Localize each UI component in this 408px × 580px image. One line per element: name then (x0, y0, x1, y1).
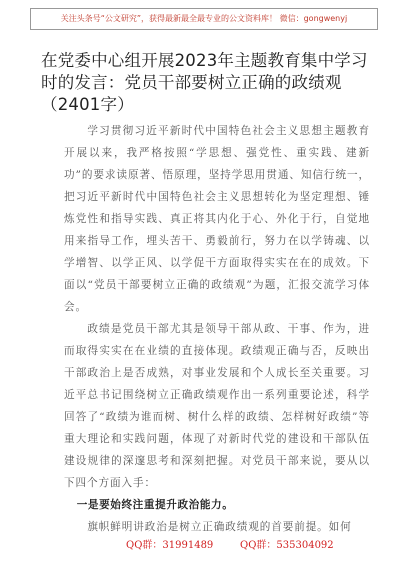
footer (0, 538, 408, 554)
body-paragraph: 旗帜鲜明讲政治是树立正确政绩观的首要前提。如何 (87, 521, 352, 533)
body-paragraph: 学习贯彻习近平新时代中国特色社会主义思想主题教育开展以来，我严格按照“学思想、强党性、重实践、建新功”的要求读原著、悟原理，坚持学思用贯通、知信行统一，把习近平新时代中国特色社会主义思想转化为坚定理想、锤炼党性和指导实践、真正将其内化于心、外化于行，自觉地用来指导工作，埋头苦干、勇毅前行，努力在以学铸魂、以学增智、以学正风、以学促干方面取得实实在在的成效。下面以“党员干部要树立正确的政绩观”为题，汇报交流学习体会。 (64, 125, 370, 313)
document-body (64, 120, 370, 538)
header-banner (30, 8, 378, 30)
body-paragraph: 政绩是党员干部尤其是领导干部从政、干事、作为，进而取得实实在在业绩的直接体现。政绩观正确与否，反映出干部政治上是否成熟，对事业发展和个人成长至关重要。习近平总书记围绕树立正确政绩观作出一系列重要论述，科学回答了“政绩为谁而树、树什么样的政绩、怎样树好政绩”等重大理论和实践问题，体现了对新时代党的建设和干部队伍建设规律的深邃思考和深刻把握。对党员干部来说，要从以下四个方面入手： (64, 323, 370, 489)
section-subheading: 一是要始终注重提升政治能力。 (76, 499, 234, 511)
document-title: 在党委中心组开展2023年主题教育集中学习时的发言：党员干部要树立正确的政绩观（2401字） (41, 51, 368, 114)
footer-qq-group-2: QQ群：535304092 (240, 540, 334, 551)
header-banner-text: 关注头条号“公文研究”，获得最新最全最专业的公文资料库！ 微信：gongwenyj (60, 14, 348, 23)
footer-qq-group-1: QQ群：31991489 (126, 540, 214, 551)
